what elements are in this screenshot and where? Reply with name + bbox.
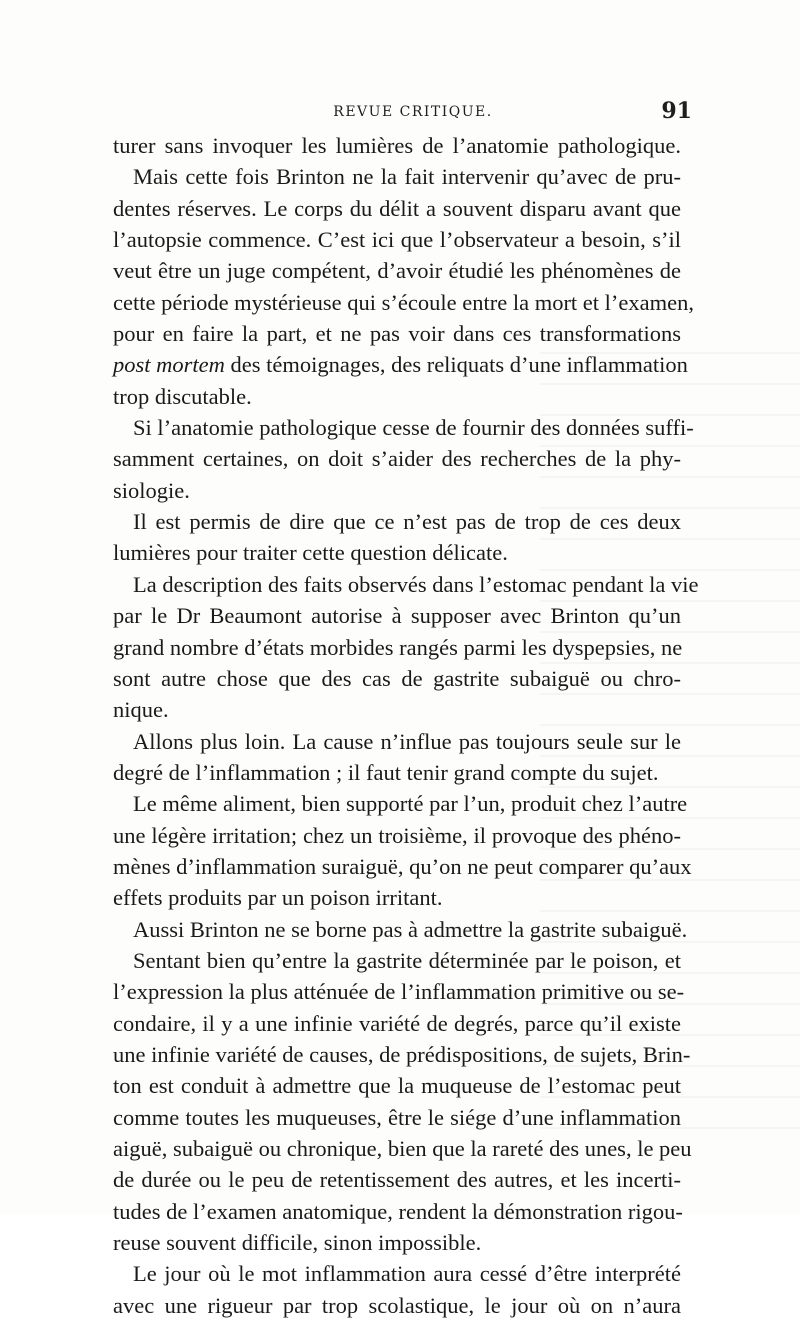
text-line: sont autre chose que des cas de gastrite subaiguë ou chro- bbox=[113, 665, 681, 691]
text-line: avec une rigueur par trop scolastique, le jour où on n’aura bbox=[113, 1292, 681, 1318]
text-line: Aussi Brinton ne se borne pas à admettre la gastrite subaiguë. bbox=[133, 916, 688, 942]
text-line: veut être un juge compétent, d’avoir étudié les phénomènes de bbox=[113, 258, 681, 284]
running-title: REVUE CRITIQUE. bbox=[333, 104, 493, 120]
page-number: 91 bbox=[661, 98, 692, 124]
text-line: l’autopsie commence. C’est ici que l’observateur a besoin, s’il bbox=[113, 227, 681, 253]
text-line: de durée ou le peu de retentissement des autres, et les incerti- bbox=[113, 1167, 681, 1193]
body-text bbox=[113, 130, 699, 1321]
text-line: Le même aliment, bien supporté par l’un, produit chez l’autre bbox=[133, 791, 688, 817]
text-line: grand nombre d’états morbides rangés parmi les dyspepsies, ne bbox=[113, 634, 683, 660]
text-line: une infinie variété de causes, de prédispositions, de sujets, Brin- bbox=[113, 1041, 691, 1067]
line-text: des témoignages, des reliquats d’une inflammation bbox=[224, 352, 688, 378]
text-line: nique. bbox=[113, 697, 169, 723]
text-line: lumières pour traiter cette question délicate. bbox=[113, 540, 508, 566]
text-line: par le Dr Beaumont autorise à supposer avec Brinton qu’un bbox=[113, 603, 681, 629]
italic-term: post mortem bbox=[113, 352, 225, 378]
text-line: Allons plus loin. La cause n’influe pas toujours seule sur le bbox=[133, 728, 681, 754]
running-head bbox=[112, 98, 692, 130]
text-line: cette période mystérieuse qui s’écoule entre la mort et l’examen, bbox=[113, 289, 695, 315]
text-line: Il est permis de dire que ce n’est pas de trop de ces deux bbox=[133, 509, 681, 535]
text-line: siologie. bbox=[113, 477, 190, 503]
text-line: samment certaines, on doit s’aider des recherches de la phy- bbox=[113, 446, 681, 472]
text-line: Si l’anatomie pathologique cesse de fournir des données suffi- bbox=[133, 415, 694, 441]
text-line: ton est conduit à admettre que la muqueuse de l’estomac peut bbox=[113, 1073, 681, 1099]
text-line: comme toutes les muqueuses, être le siége d’une inflammation bbox=[113, 1104, 681, 1130]
text-line: tudes de l’examen anatomique, rendent la démonstration rigou- bbox=[113, 1198, 683, 1224]
text-line: La description des faits observés dans l’estomac pendant la vie bbox=[133, 571, 699, 597]
text-line: Mais cette fois Brinton ne la fait intervenir qu’avec de pru- bbox=[133, 164, 681, 190]
text-line: mènes d’inflammation suraiguë, qu’on ne peut comparer qu’aux bbox=[113, 853, 692, 879]
text-line: reuse souvent difficile, sinon impossible. bbox=[113, 1230, 482, 1256]
text-line: Le jour où le mot inflammation aura cessé d’être interprété bbox=[133, 1261, 681, 1287]
text-line: une légère irritation; chez un troisième, il provoque des phéno- bbox=[113, 822, 681, 848]
text-line: dentes réserves. Le corps du délit a souvent disparu avant que bbox=[113, 195, 681, 221]
text-line: Sentant bien qu’entre la gastrite déterminée par le poison, et bbox=[133, 947, 681, 973]
text-line bbox=[113, 349, 688, 380]
text-line: turer sans invoquer les lumières de l’anatomie pathologique. bbox=[113, 133, 681, 158]
text-line: aiguë, subaiguë ou chronique, bien que la rareté des unes, le peu bbox=[113, 1136, 692, 1161]
text-line: condaire, il y a une infinie variété de degrés, parce qu’il existe bbox=[113, 1010, 681, 1036]
text-line: trop discutable. bbox=[113, 383, 252, 409]
text-line: effets produits par un poison irritant. bbox=[113, 885, 443, 911]
text-line: degré de l’inflammation ; il faut tenir grand compte du sujet. bbox=[113, 759, 659, 785]
text-line: pour en faire la part, et ne pas voir dans ces transformations bbox=[113, 321, 681, 347]
text-line: l’expression la plus atténuée de l’inflammation primitive ou se- bbox=[113, 979, 685, 1005]
